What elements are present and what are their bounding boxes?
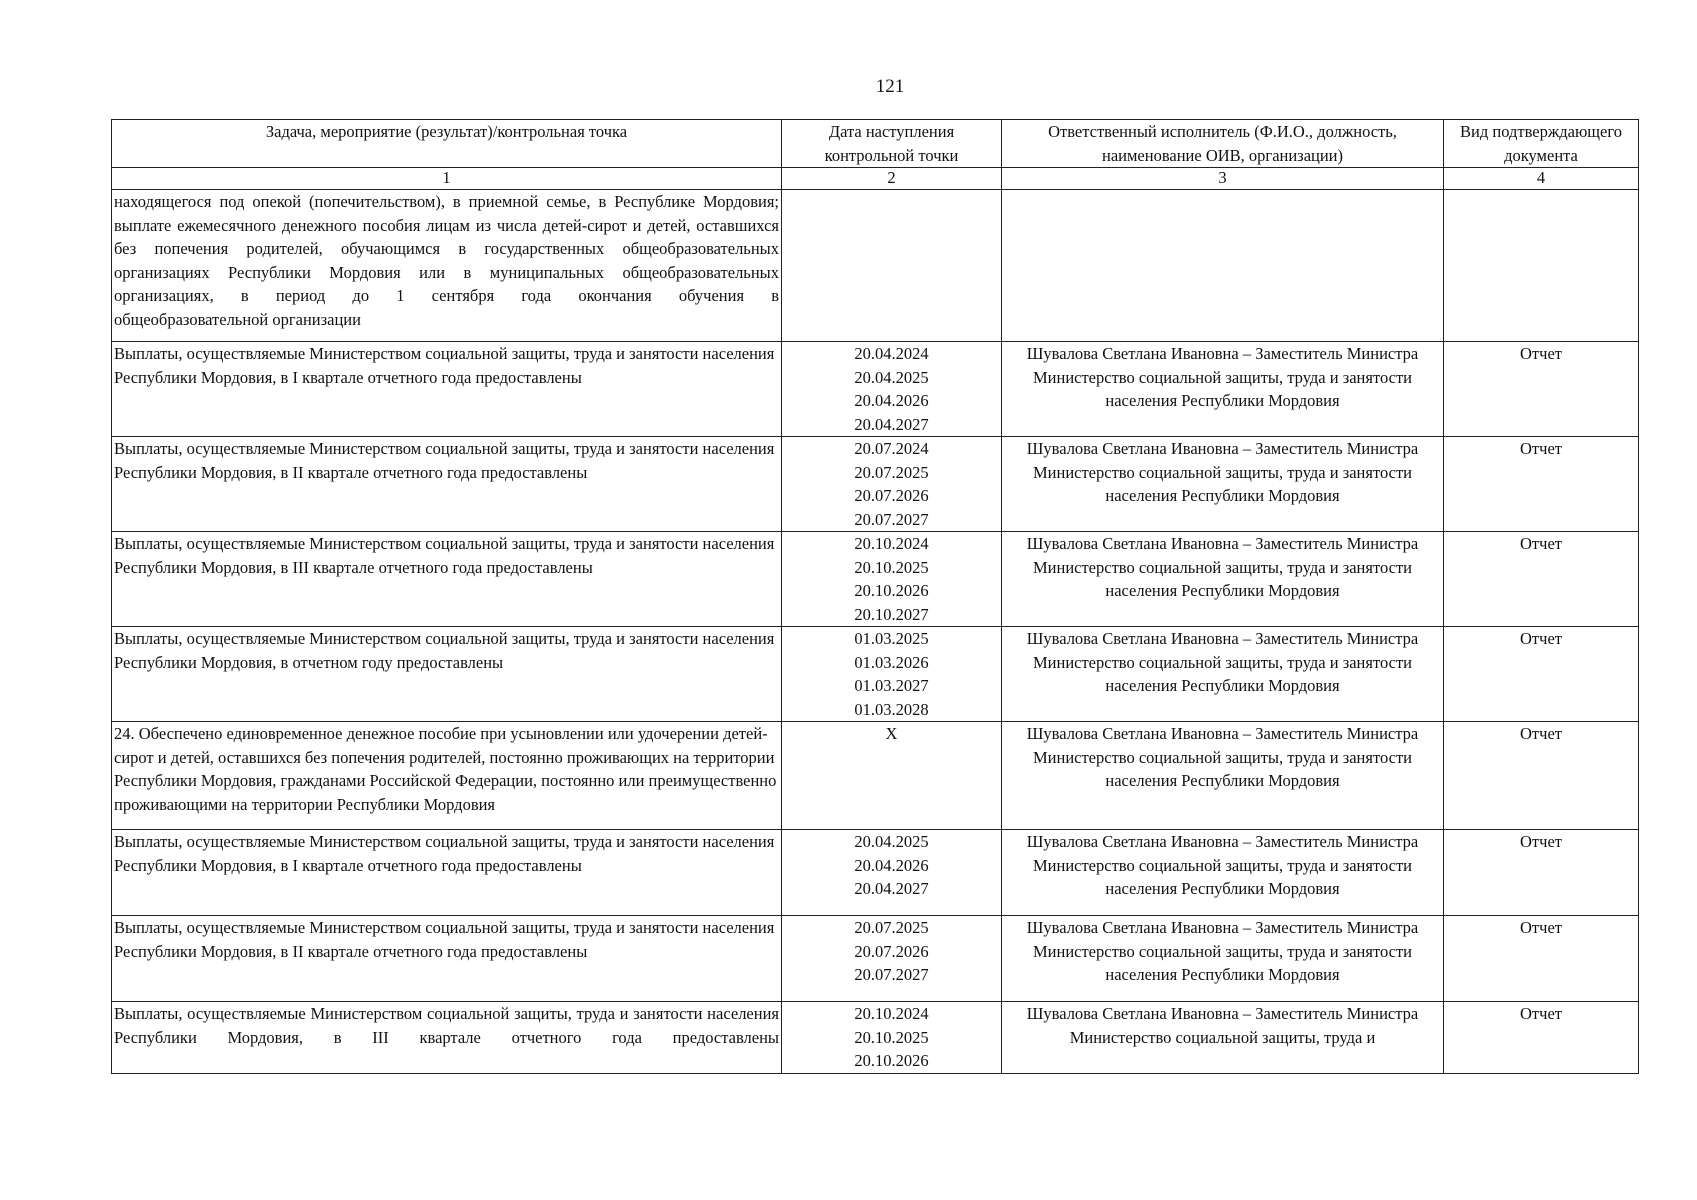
responsible-cell xyxy=(1002,722,1444,830)
control-date: 20.07.2027 xyxy=(854,509,929,529)
task-text: Выплаты, осуществляемые Министерством социальной защиты, труда и занятости населения Республики Мордовия, в I квартале отчетного года предоставлены xyxy=(114,832,775,875)
column-number: 4 xyxy=(1444,168,1639,190)
responsible-cell xyxy=(1002,916,1444,1002)
table-row xyxy=(112,532,1639,627)
table-row xyxy=(112,916,1639,1002)
column-number: 2 xyxy=(782,168,1002,190)
control-date: 20.07.2025 xyxy=(854,462,929,482)
date-cell xyxy=(782,916,1002,1002)
date-cell xyxy=(782,342,1002,437)
task-text: находящегося под опекой (попечительством), в приемной семье, в Республике Мордовия; выплате ежемесячного денежного пособия лицам из числа детей-сирот и детей, оставшихся без попечения родителей, обучающимся в государственных общеобразовательных организациях Республики Мордовия или в муниципальных общеобразовательных организациях, в период до 1 сентября года окончания обучения в xyxy=(114,192,779,305)
responsible-cell xyxy=(1002,437,1444,532)
table-row xyxy=(112,1002,1639,1074)
date-cell xyxy=(782,627,1002,722)
task-text: 24. Обеспечено единовременное денежное пособие при усыновлении или удочерении детей-сирот и детей, оставшихся без попечения родителей, постоянно проживающих на территории Республики Мордовия, гражданами Российской Федерации, постоянно или преимущественно проживающими на территории Республики Мордовия xyxy=(114,724,777,814)
responsible-person: Шувалова Светлана Ивановна – Заместитель Министра xyxy=(1026,439,1419,458)
responsible-person: Шувалова Светлана Ивановна – Заместитель Министра xyxy=(1026,1004,1419,1023)
control-date: 20.07.2024 xyxy=(854,439,929,458)
date-cell xyxy=(782,830,1002,916)
date-cell xyxy=(782,532,1002,627)
responsible-person: Шувалова Светлана Ивановна – Заместитель Министра xyxy=(1026,344,1419,363)
column-number: 1 xyxy=(112,168,782,190)
control-date: 01.03.2027 xyxy=(854,676,929,695)
document-type-cell: Отчет xyxy=(1444,916,1639,1002)
header-responsible: Ответственный исполнитель (Ф.И.О., должность, наименование ОИВ, организации) xyxy=(1002,120,1444,168)
responsible-person: Шувалова Светлана Ивановна – Заместитель Министра xyxy=(1026,918,1419,937)
table-row xyxy=(112,342,1639,437)
document-type-cell: Отчет xyxy=(1444,437,1639,532)
task-text: Выплаты, осуществляемые Министерством социальной защиты, труда и занятости населения Республики Мордовия, в III квартале отчетного года предоставлены xyxy=(114,1004,779,1047)
responsible-person: Шувалова Светлана Ивановна – Заместитель Министра xyxy=(1026,629,1419,648)
responsible-cell xyxy=(1002,830,1444,916)
table-row xyxy=(112,437,1639,532)
control-date: 01.03.2026 xyxy=(854,652,929,672)
page-number: 121 xyxy=(875,76,905,97)
control-date: 20.10.2024 xyxy=(854,534,929,553)
column-number-row xyxy=(112,168,1639,190)
control-date: 20.04.2025 xyxy=(854,367,929,387)
column-number: 3 xyxy=(1002,168,1444,190)
table-row xyxy=(112,627,1639,722)
control-date: 20.04.2027 xyxy=(854,879,929,898)
plan-table xyxy=(111,119,1639,1074)
document-type-cell: Отчет xyxy=(1444,1002,1639,1074)
task-cell xyxy=(112,627,782,722)
responsible-cell xyxy=(1002,1002,1444,1074)
task-text: Выплаты, осуществляемые Министерством социальной защиты, труда и занятости населения Республики Мордовия, в I квартале отчетного года предоставлены xyxy=(114,344,775,387)
responsible-organization: Министерство социальной защиты, труда и занятости населения Республики Мордовия xyxy=(1032,941,1412,984)
control-date: 20.07.2025 xyxy=(854,918,929,937)
document-type-cell: Отчет xyxy=(1444,532,1639,627)
table-row xyxy=(112,190,1639,342)
control-date: 20.04.2027 xyxy=(854,414,929,434)
control-date: 20.07.2027 xyxy=(854,965,929,984)
responsible-organization: Министерство социальной защиты, труда и занятости населения Республики Мордовия xyxy=(1032,367,1412,410)
date-cell xyxy=(782,1002,1002,1074)
header-task: Задача, мероприятие (результат)/контрольная точка xyxy=(112,120,782,168)
control-date: 20.10.2025 xyxy=(854,557,929,577)
control-date: 20.07.2026 xyxy=(854,941,929,961)
control-date: 01.03.2025 xyxy=(854,629,929,648)
date-cell xyxy=(782,722,1002,830)
task-cell xyxy=(112,342,782,437)
table-header-row xyxy=(112,120,1639,168)
responsible-organization: Министерство социальной защиты, труда и занятости населения Республики Мордовия xyxy=(1032,462,1412,505)
control-date: 20.04.2025 xyxy=(854,832,929,851)
control-date: 20.04.2024 xyxy=(854,344,929,363)
task-text: Выплаты, осуществляемые Министерством социальной защиты, труда и занятости населения Республики Мордовия, в II квартале отчетного года предоставлены xyxy=(114,918,775,961)
control-date: 20.10.2024 xyxy=(854,1004,929,1023)
document-type-cell: Отчет xyxy=(1444,830,1639,916)
responsible-person: Шувалова Светлана Ивановна – Заместитель Министра xyxy=(1026,534,1419,553)
control-date: 20.04.2026 xyxy=(854,855,929,875)
control-date: 20.07.2026 xyxy=(854,486,929,505)
responsible-organization: Министерство социальной защиты, труда и xyxy=(1069,1027,1376,1047)
task-text-last-line: общеобразовательной организации xyxy=(114,309,361,329)
document-type-cell: Отчет xyxy=(1444,342,1639,437)
task-cell xyxy=(112,532,782,627)
responsible-cell xyxy=(1002,532,1444,627)
responsible-person: Шувалова Светлана Ивановна – Заместитель Министра xyxy=(1026,832,1419,851)
control-date: 20.10.2025 xyxy=(854,1027,929,1047)
date-cell xyxy=(782,190,1002,342)
task-cell xyxy=(112,722,782,830)
task-cell xyxy=(112,190,782,342)
responsible-organization: Министерство социальной защиты, труда и занятости населения Республики Мордовия xyxy=(1032,652,1412,695)
document-type-cell: Отчет xyxy=(1444,627,1639,722)
control-date: 20.10.2026 xyxy=(854,1051,929,1070)
task-text: Выплаты, осуществляемые Министерством социальной защиты, труда и занятости населения Республики Мордовия, в III квартале отчетного года предоставлены xyxy=(114,534,775,577)
responsible-organization: Министерство социальной защиты, труда и занятости населения Республики Мордовия xyxy=(1032,855,1412,898)
control-date: X xyxy=(885,724,898,743)
responsible-cell xyxy=(1002,190,1444,342)
task-text: Выплаты, осуществляемые Министерством социальной защиты, труда и занятости населения Республики Мордовия, в отчетном году предоставлены xyxy=(114,629,775,672)
task-cell xyxy=(112,830,782,916)
responsible-person: Шувалова Светлана Ивановна – Заместитель Министра xyxy=(1026,724,1419,743)
header-document: Вид подтверждающего документа xyxy=(1444,120,1639,168)
control-date: 20.10.2026 xyxy=(854,581,929,600)
control-date: 20.04.2026 xyxy=(854,391,929,410)
control-date: 20.10.2027 xyxy=(854,604,929,624)
responsible-cell xyxy=(1002,342,1444,437)
responsible-organization: Министерство социальной защиты, труда и занятости населения Республики Мордовия xyxy=(1032,747,1412,790)
task-cell xyxy=(112,1002,782,1074)
document-type-cell: Отчет xyxy=(1444,722,1639,830)
responsible-cell xyxy=(1002,627,1444,722)
table-row xyxy=(112,722,1639,830)
control-date: 01.03.2028 xyxy=(854,699,929,719)
table-row xyxy=(112,830,1639,916)
document-type-cell xyxy=(1444,190,1639,342)
date-cell xyxy=(782,437,1002,532)
responsible-organization: Министерство социальной защиты, труда и занятости населения Республики Мордовия xyxy=(1032,557,1412,600)
header-date: Дата наступления контрольной точки xyxy=(782,120,1002,168)
task-cell xyxy=(112,437,782,532)
task-text: Выплаты, осуществляемые Министерством социальной защиты, труда и занятости населения Республики Мордовия, в II квартале отчетного года предоставлены xyxy=(114,439,775,482)
task-cell xyxy=(112,916,782,1002)
